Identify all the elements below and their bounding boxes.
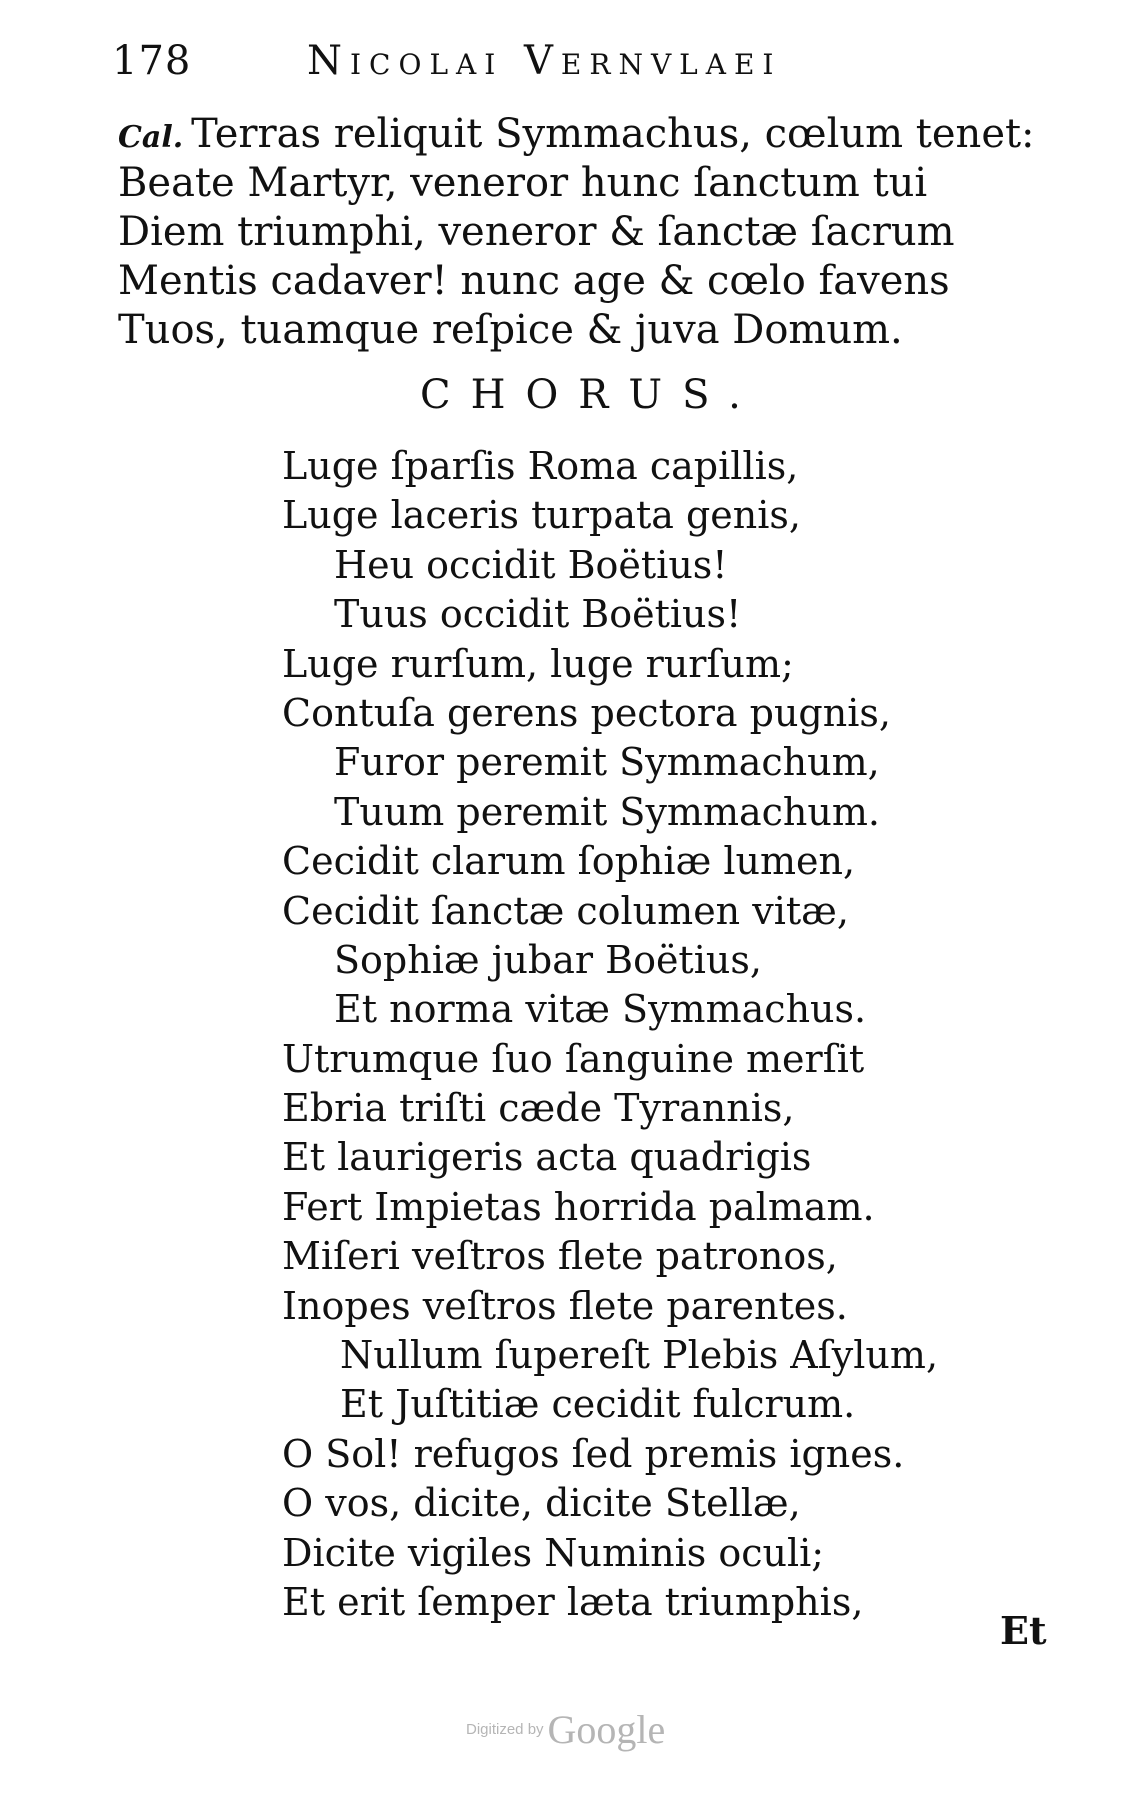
verse-text: Terras reliquit Symmachus, cœlum tenet: [191, 111, 1035, 157]
verse-line: Furor peremit Symmachum, [334, 740, 880, 785]
running-title: Nicolai Vernvlaei [307, 38, 782, 84]
chorus-heading: CHORUS. [420, 372, 761, 418]
watermark-prefix: Digitized by [466, 1721, 544, 1738]
speech-block [118, 110, 1035, 355]
page-number: 178 [112, 38, 192, 84]
watermark-brand: Google [547, 1707, 666, 1752]
verse-line: Tuos, tuamque reſpice & juva Domum. [118, 307, 903, 353]
page-header [112, 38, 892, 98]
verse-line: Dicite vigiles Numinis oculi; [282, 1530, 825, 1575]
verse-line: Et norma vitæ Symmachus. [334, 987, 867, 1032]
verse-line: O vos, dicite, dicite Stellæ, [282, 1481, 801, 1526]
verse-line: Luge rurſum, luge rurſum; [282, 641, 794, 686]
verse-line: Utrumque ſuo ſanguine merſit [282, 1036, 865, 1081]
verse-line: Heu occidit Boëtius! [334, 542, 728, 587]
verse-line: Diem triumphi, veneror & ſanctæ ſacrum [118, 209, 955, 255]
verse-line: Luge ſparſis Roma capillis, [282, 444, 799, 488]
verse-line: Et laurigeris acta quadrigis [282, 1135, 812, 1180]
verse-line: Mentis cadaver! nunc age & cœlo favens [118, 258, 950, 304]
verse-line: Inopes veſtros flete parentes. [282, 1283, 848, 1328]
verse-line: Cecidit ſanctæ columen vitæ, [282, 888, 849, 933]
verse-line: Miſeri veſtros flete patronos, [282, 1234, 838, 1279]
verse-line: Fert Impietas horrida palmam. [282, 1184, 875, 1229]
verse-line: Nullum ſupereſt Plebis Aſylum, [340, 1333, 939, 1378]
verse-line: Et Juſtitiæ cecidit fulcrum. [340, 1382, 856, 1427]
catchword: Et [1000, 1608, 1047, 1653]
verse-line: Et erit ſemper læta triumphis, [282, 1579, 864, 1624]
verse-line: Cecidit clarum ſophiæ lumen, [282, 839, 856, 884]
verse-line: Beate Martyr, veneror hunc ſanctum tui [118, 160, 928, 206]
chorus-block [282, 442, 982, 1627]
verse-line: Luge laceris turpata genis, [282, 493, 801, 538]
verse-line: Contuſa gerens pectora pugnis, [282, 690, 891, 735]
verse-line: Tuus occidit Boëtius! [334, 592, 742, 637]
verse-line: O Sol! refugos ſed premis ignes. [282, 1431, 905, 1476]
verse-line: Ebria triſti cæde Tyrannis, [282, 1086, 795, 1131]
verse-line: Sophiæ jubar Boëtius, [334, 937, 762, 982]
verse-line [118, 110, 1035, 159]
speaker-label: Cal. [118, 120, 184, 155]
verse-line: Tuum peremit Symmachum. [334, 789, 880, 834]
digitization-watermark [466, 1706, 665, 1753]
